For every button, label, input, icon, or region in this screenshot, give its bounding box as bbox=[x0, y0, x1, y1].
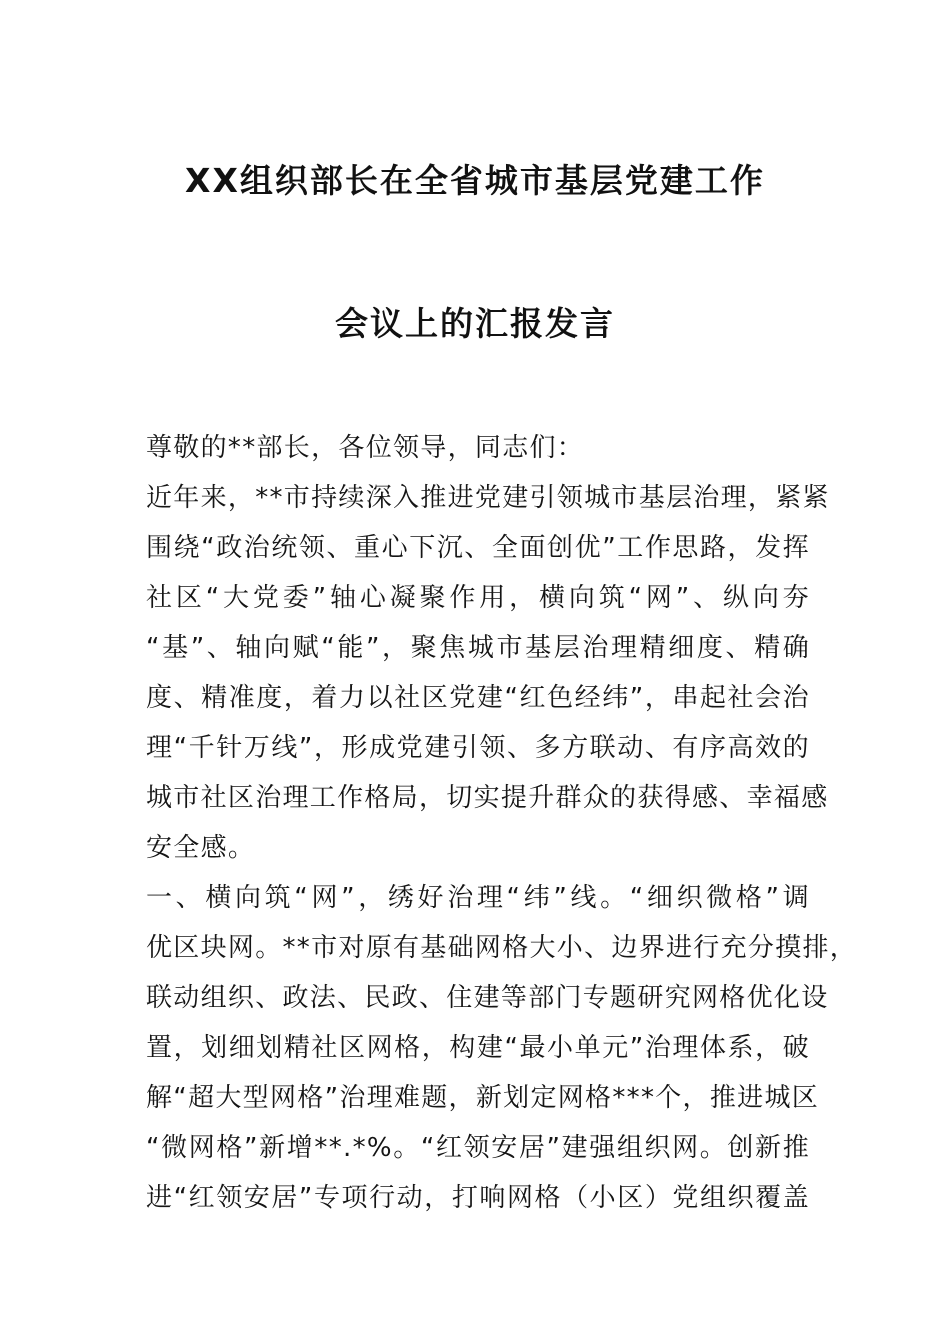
text-line: 社区“大党委”轴心凝聚作用，横向筑“网”、纵向夯 bbox=[146, 583, 810, 613]
text-line: 置，划细划精社区网格，构建“最小单元”治理体系，破 bbox=[146, 1033, 810, 1063]
text-line: 围绕“政治统领、重心下沉、全面创优”工作思路，发挥 bbox=[146, 533, 810, 563]
document-body bbox=[146, 429, 858, 1229]
text-line: 度、精准度，着力以社区党建“红色经纬”，串起社会治 bbox=[146, 683, 810, 713]
document-title-line-2: 会议上的汇报发言 bbox=[335, 304, 615, 343]
text-line: 进“红领安居”专项行动，打响网格（小区）党组织覆盖 bbox=[146, 1183, 810, 1213]
text-line: 近年来，**市持续深入推进党建引领城市基层治理，紧紧 bbox=[146, 483, 830, 513]
text-line: 联动组织、政法、民政、住建等部门专题研究网格优化设 bbox=[146, 983, 829, 1013]
text-line: 优区块网。**市对原有基础网格大小、边界进行充分摸排， bbox=[146, 933, 858, 963]
text-line: “基”、轴向赋“能”，聚焦城市基层治理精细度、精确 bbox=[146, 633, 810, 663]
salutation-line: 尊敬的**部长，各位领导，同志们： bbox=[146, 433, 585, 463]
section-heading-line: 一、横向筑“网”，绣好治理“纬”线。“细织微格”调 bbox=[146, 883, 810, 913]
text-line: 城市社区治理工作格局，切实提升群众的获得感、幸福感 bbox=[146, 783, 829, 813]
text-line: 解“超大型网格”治理难题，新划定网格***个，推进城区 bbox=[146, 1083, 820, 1113]
document-title-line-1: XX组织部长在全省城市基层党建工作 bbox=[185, 161, 765, 200]
text-line: “微网格”新增**.*%。“红领安居”建强组织网。创新推 bbox=[146, 1133, 810, 1163]
text-line: 理“千针万线”，形成党建引领、多方联动、有序高效的 bbox=[146, 733, 810, 763]
text-line: 安全感。 bbox=[146, 833, 256, 863]
